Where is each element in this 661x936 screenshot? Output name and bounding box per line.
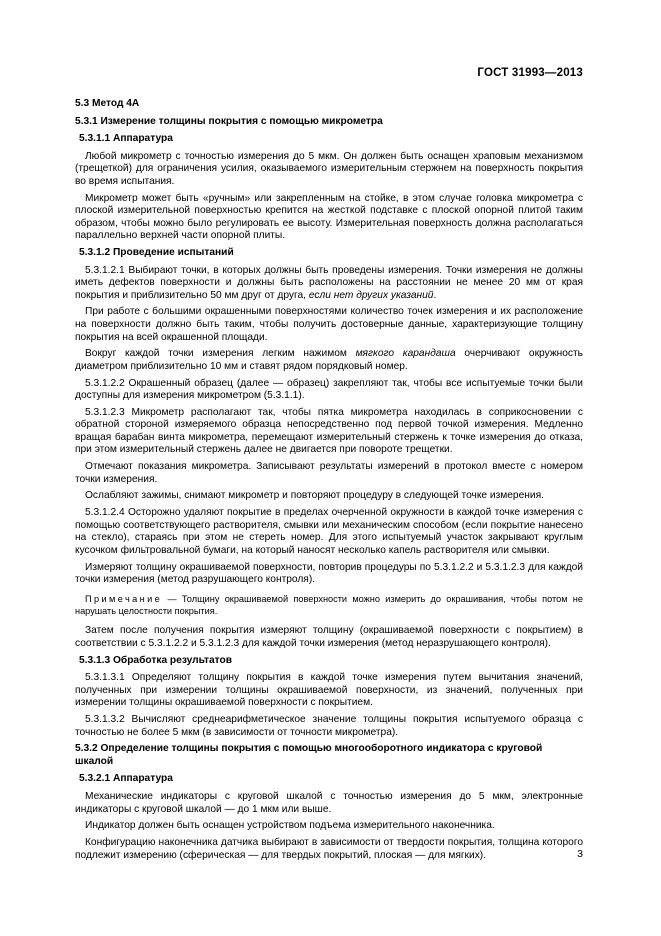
section-heading-5-3-1: 5.3.1 Измерение толщины покрытия с помощью микрометра	[75, 115, 383, 127]
page-content	[75, 98, 583, 866]
paragraph: 5.3.1.3.1 Определяют толщину покрытия в каждой точке измерения путем вычитания значений, полученных при измерении толщины окрашиваемой поверхности, из значений, полученных при измерении толщины окрашиваемой поверхности с покрытием.	[75, 672, 583, 709]
section-heading-5-3-1-3: 5.3.1.3 Обработка результатов	[79, 654, 232, 666]
paragraph: Отмечают показания микрометра. Записывают результаты измерений в протокол вместе с номером точки измерения.	[75, 461, 583, 485]
note	[75, 593, 583, 618]
emphasis-text: если нет других указаний	[308, 289, 434, 301]
emphasis-text: мягкого карандаша	[355, 348, 456, 360]
paragraph-text: Вокруг каждой точки измерения легким нажимом	[85, 348, 356, 360]
paragraph: При работе с большими окрашенными поверхностями количество точек измерения и их расположение на поверхности должно быть таким, чтобы получить достоверные данные, характеризующие толщину покрытия на всей окрашенной площади.	[75, 306, 583, 343]
paragraph: Микрометр может быть «ручным» или закрепленным на стойке, в этом случае головка микрометра с плоской измерительной поверхностью крепится на жесткой подставке с плоской опорной плитой таким образом, чтобы можно было регулировать ее высоту. Измерительная поверхность должна располагаться параллельно верхней части опорной плиты.	[75, 192, 583, 242]
section-heading-5-3-1-1: 5.3.1.1 Аппаратура	[79, 133, 173, 145]
page-number: 3	[577, 848, 583, 860]
note-label: Примечание	[85, 593, 163, 604]
paragraph: 5.3.1.3.2 Вычисляют среднеарифметическое значение толщины покрытия испытуемого образца с точностью не более 5 мкм (в зависимости от точности микрометра).	[75, 713, 583, 738]
paragraph: 5.3.1.2.4 Осторожно удаляют покрытие в пределах очерченной окружности в каждой точке измерения с помощью соответствующего растворителя, смывки или механическим способом (если покрытие нанесено на стекло), стараясь при этом не стереть номер. Для этого испытуемый участок закрывают круглым кусочком фильтровальной бумаги, на который наносят несколько капель растворителя или смывки.	[75, 507, 583, 556]
note-text: — Толщину окрашиваемой поверхности можно измерить до окрашивания, чтобы потом не нарушать целостности покрытия.	[75, 593, 583, 616]
paragraph	[75, 348, 583, 373]
section-heading-5-3-1-2: 5.3.1.2 Проведение испытаний	[79, 246, 234, 258]
paragraph: Механические индикаторы с круговой шкалой с точностью измерения до 5 мкм, электронные индикаторы с круговой шкалой — до 1 мкм или выше.	[75, 791, 583, 815]
paragraph: Измеряют толщину окрашиваемой поверхности, повторив процедуры по 5.3.1.2.2 и 5.3.1.2.3 для каждой точки измерения (метод разрушающего контроля).	[75, 561, 583, 586]
document-page	[75, 0, 583, 936]
paragraph-text: .	[433, 289, 437, 301]
paragraph: Конфигурацию наконечника датчика выбирают в зависимости от твердости покрытия, толщина которого подлежит измерению (сферическая — для твердых покрытий, плоская — для мягких).	[75, 837, 583, 861]
standard-header: ГОСТ 31993—2013	[477, 67, 583, 79]
paragraph: 5.3.1.2.3 Микрометр располагают так, чтобы пятка микрометра находилась в соприкосновении с обратной стороной измеряемого образца непосредственно под первой точкой измерения. Медленно вращая барабан винта микрометра, перемещают измерительный стержень к точке измерения до отказа, при этом измерительный стержень далее не двигается при повороте трещетки.	[75, 406, 583, 456]
paragraph: Ослабляют зажимы, снимают микрометр и повторяют процедуру в следующей точке измерения.	[85, 490, 544, 502]
paragraph: Любой микрометр с точностью измерения до 5 мкм. Он должен быть оснащен храповым механизмом (трещеткой) для ограничения усилия, оказываемого измерительным стержнем на поверхность покрытия во время испытания.	[75, 150, 583, 187]
section-heading-5-3: 5.3 Метод 4А	[75, 98, 140, 109]
paragraph	[75, 265, 583, 303]
section-heading-5-3-2-1: 5.3.2.1 Аппаратура	[79, 773, 173, 785]
section-heading-5-3-2: 5.3.2 Определение толщины покрытия с помощью многооборотного индикатора с круговой шкалой	[75, 743, 543, 767]
paragraph: 5.3.1.2.2 Окрашенный образец (далее — образец) закрепляют так, чтобы все испытуемые точки были доступны для измерения микрометром (5.3.1.1).	[75, 377, 583, 402]
paragraph-text: очерчивают окружность диаметром приблизительно 10 мм и ставят рядом порядковый номер.	[75, 348, 583, 372]
paragraph-text: 5.3.1.2.1 Выбирают точки, в которых должны быть проведены измерения. Точки измерения не должны иметь дефектов поверхности и должны быть расположены на расстоянии не менее 20 мм от края покрытия и приблизительно 50 мм друг от друга,	[75, 264, 583, 301]
paragraph: Индикатор должен быть оснащен устройством подъема измерительного наконечника.	[85, 820, 495, 832]
paragraph: Затем после получения покрытия измеряют толщину (окрашиваемой поверхности с покрытием) в соответствии с 5.3.1.2.2 и 5.3.1.2.3 для каждой точки измерения (метод неразрушающего контроля).	[75, 625, 583, 649]
